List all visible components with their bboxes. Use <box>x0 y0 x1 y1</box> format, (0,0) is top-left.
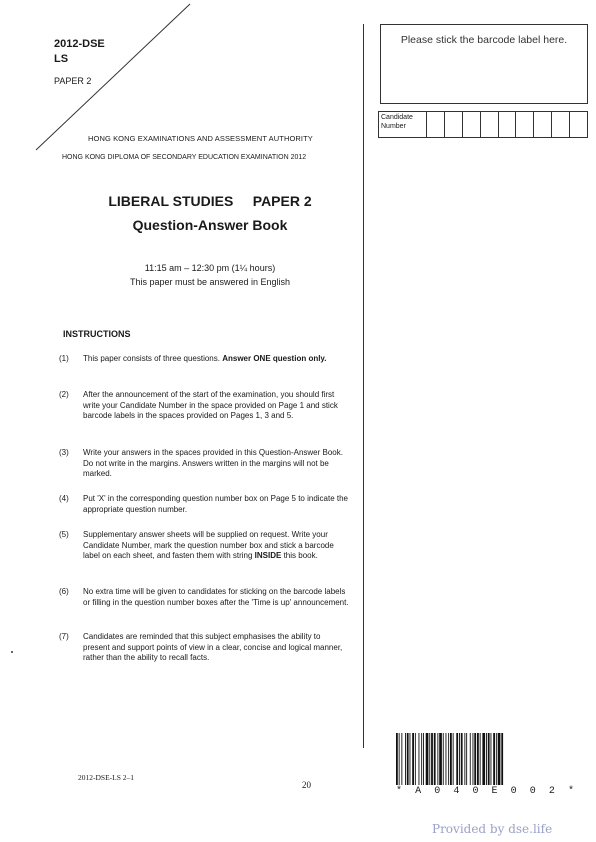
instruction-text: Candidates are reminded that this subject emphasises the ability to present and support points of view in a clear, concise and logical manner, rather than the ability to recall facts. <box>83 632 343 662</box>
barcode-bar <box>419 733 420 785</box>
stray-mark <box>11 651 13 653</box>
barcode-bar <box>477 733 479 785</box>
barcode-bar <box>434 733 436 785</box>
barcode-bar <box>456 733 458 785</box>
candidate-number-label: Candidate Number <box>379 112 427 137</box>
instruction-item <box>59 390 349 422</box>
barcode-bar <box>431 733 433 785</box>
candidate-number-cell[interactable] <box>481 112 499 137</box>
candidate-number-cell[interactable] <box>552 112 570 137</box>
barcode-bar <box>410 733 411 785</box>
book-title: Question-Answer Book <box>132 217 288 233</box>
instructions-heading: INSTRUCTIONS <box>63 329 131 339</box>
barcode-character: 0 <box>529 786 536 797</box>
paper-label: PAPER 2 <box>54 76 92 86</box>
instruction-number: (3) <box>59 448 69 457</box>
barcode-bar <box>405 733 406 785</box>
barcode-bar <box>407 733 409 785</box>
barcode-character: 2 <box>548 786 555 797</box>
instruction-text: Supplementary answer sheets will be supplied on request. Write your Candidate Number, mark the question number box and stick a barcode label on each sheet, and fasten them with string <box>83 530 334 560</box>
instruction-number: (1) <box>59 354 69 363</box>
barcode-bar <box>488 733 490 785</box>
barcode-bar <box>446 733 447 785</box>
barcode-bar <box>498 733 501 785</box>
exam-time: 11:15 am – 12:30 pm (1¼ hours) <box>144 263 276 273</box>
instruction-item <box>59 354 349 365</box>
barcode-bar <box>459 733 460 785</box>
instruction-text-tail: this book. <box>281 551 318 560</box>
barcode-bar <box>399 733 400 785</box>
barcode-bar <box>486 733 487 785</box>
candidate-number-grid <box>378 111 588 138</box>
barcode-character: * <box>396 786 403 797</box>
authority-name: HONG KONG EXAMINATIONS AND ASSESSMENT AUTHORITY <box>88 134 313 143</box>
instruction-text: After the announcement of the start of the examination, you should first write your Candidate Number in the space provided on Page 1 and stick barcode labels in the spaces provided on Pages 1, 3 and 5. <box>83 390 338 420</box>
diploma-name: HONG KONG DIPLOMA OF SECONDARY EDUCATION EXAMINATION 2012 <box>62 154 307 161</box>
barcode-character: 0 <box>472 786 479 797</box>
barcode-bar <box>496 733 497 785</box>
candidate-number-cell[interactable] <box>445 112 463 137</box>
barcode-bar <box>429 733 430 785</box>
barcode-character: 4 <box>453 786 460 797</box>
barcode-bar <box>426 733 429 785</box>
instruction-number: (4) <box>59 494 69 503</box>
barcode-image <box>396 733 574 785</box>
candidate-number-cell[interactable] <box>463 112 481 137</box>
barcode-bar <box>501 733 503 785</box>
instruction-item <box>59 494 349 515</box>
barcode-bar <box>491 733 492 785</box>
instruction-item <box>59 587 349 608</box>
barcode-number <box>396 786 574 797</box>
barcode-character: * <box>567 786 574 797</box>
footer-paper-code: 2012-DSE-LS 2–1 <box>78 773 135 782</box>
candidate-number-cell[interactable] <box>427 112 445 137</box>
barcode-bar <box>439 733 442 785</box>
barcode-bar <box>448 733 449 785</box>
barcode-bar <box>461 733 463 785</box>
instruction-number: (7) <box>59 632 69 641</box>
language-note: This paper must be answered in English <box>129 277 291 287</box>
barcode-character: A <box>415 786 422 797</box>
barcode-bar <box>443 733 444 785</box>
credit-watermark: Provided by dse.life <box>432 822 553 836</box>
barcode-label-instruction: Please stick the barcode label here. <box>400 34 568 46</box>
barcode-bar <box>423 733 424 785</box>
exam-code: 2012-DSE <box>54 38 105 50</box>
barcode-character: E <box>491 786 498 797</box>
candidate-number-cell[interactable] <box>516 112 534 137</box>
instruction-number: (2) <box>59 390 69 399</box>
candidate-number-cell[interactable] <box>499 112 517 137</box>
barcode-character: 0 <box>510 786 517 797</box>
barcode-bar <box>401 733 402 785</box>
instruction-item <box>59 448 349 480</box>
candidate-number-cell[interactable] <box>570 112 587 137</box>
barcode-character: 0 <box>434 786 441 797</box>
barcode-bar <box>482 733 485 785</box>
barcode-bar <box>396 733 398 785</box>
vertical-divider <box>363 24 364 748</box>
barcode-bar <box>450 733 452 785</box>
barcode-bar <box>421 733 422 785</box>
instruction-item <box>59 530 349 562</box>
page-number: 20 <box>302 780 311 790</box>
barcode-bar <box>473 733 474 785</box>
barcode-label-box[interactable] <box>380 24 588 104</box>
instruction-number: (5) <box>59 530 69 539</box>
barcode-bar <box>415 733 416 785</box>
barcode-bar <box>464 733 465 785</box>
instruction-text: Put 'X' in the corresponding question number box on Page 5 to indicate the appropriate question number. <box>83 494 349 514</box>
candidate-number-cell[interactable] <box>534 112 552 137</box>
barcode-bar <box>474 733 476 785</box>
barcode-bar <box>470 733 471 785</box>
subject-code: LS <box>54 53 69 65</box>
barcode-bar <box>437 733 438 785</box>
barcode-bar <box>480 733 481 785</box>
barcode-bar <box>453 733 454 785</box>
instruction-emphasis: INSIDE <box>254 551 282 560</box>
barcode-bar <box>493 733 495 785</box>
instruction-number: (6) <box>59 587 69 596</box>
barcode-bar <box>466 733 467 785</box>
instruction-emphasis: Answer ONE question only. <box>222 354 327 363</box>
barcode-bar <box>412 733 414 785</box>
instruction-text: No extra time will be given to candidates for sticking on the barcode labels or filling in the question number boxes after the 'Time is up' announcement. <box>83 587 349 607</box>
instruction-text: Write your answers in the spaces provided in this Question-Answer Book. Do not write in the margins. Answers written in the margins will not be marked. <box>83 448 343 478</box>
instruction-text: This paper consists of three questions. <box>83 354 220 363</box>
subject-title: LIBERAL STUDIES PAPER 2 <box>108 193 312 209</box>
instruction-item <box>59 632 349 664</box>
